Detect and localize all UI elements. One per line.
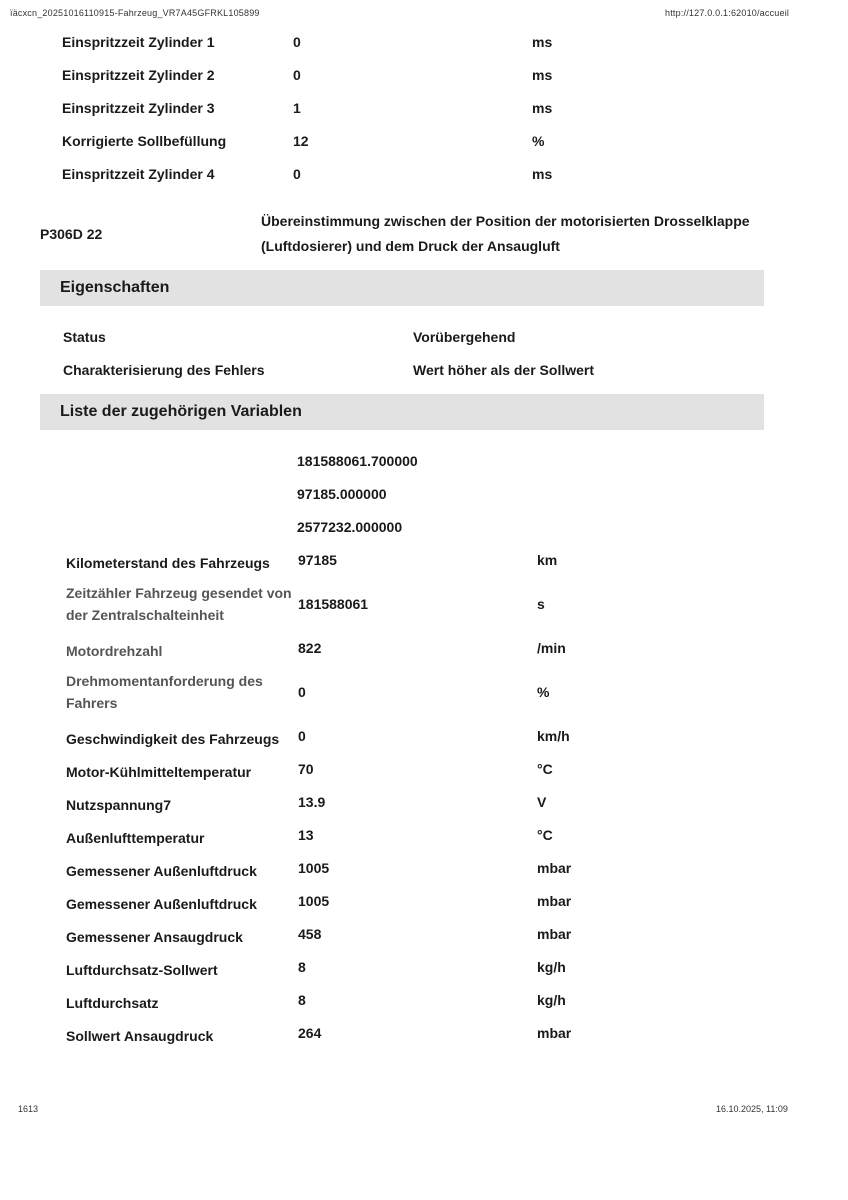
variable-value: 0 [298, 684, 306, 700]
raw-value: 2577232.000000 [297, 519, 403, 535]
param-unit: ms [532, 67, 553, 83]
variable-value: 8 [298, 992, 306, 1008]
variable-value: 1005 [298, 860, 330, 876]
param-value: 0 [293, 67, 301, 83]
variable-name: Gemessener Ansaugdruck [66, 929, 243, 945]
fault-characterization-value: Wert höher als der Sollwert [413, 362, 595, 378]
raw-value: 181588061.700000 [297, 453, 418, 469]
variable-value: 1005 [298, 893, 330, 909]
variable-name: Motor-Kühlmitteltemperatur [66, 764, 252, 780]
variable-unit: km/h [537, 728, 570, 744]
variable-value: 0 [298, 728, 306, 744]
param-name: Einspritzzeit Zylinder 1 [62, 34, 215, 50]
variable-unit: V [537, 794, 547, 810]
param-row [0, 33, 848, 57]
param-value: 1 [293, 100, 301, 116]
variable-unit: °C [537, 761, 553, 777]
variable-name: Motordrehzahl [66, 643, 163, 659]
variable-unit: s [537, 596, 545, 612]
variable-name: Gemessener Außenluftdruck [66, 863, 257, 879]
status-label: Status [63, 329, 106, 345]
variable-value: 13 [298, 827, 314, 843]
print-timestamp: 16.10.2025, 11:09 [716, 1104, 788, 1114]
param-name: Einspritzzeit Zylinder 2 [62, 67, 215, 83]
variable-unit: mbar [537, 893, 572, 909]
variable-unit: mbar [537, 860, 572, 876]
param-name: Korrigierte Sollbefüllung [62, 133, 227, 149]
variable-name: Drehmomentanforderung des Fahrers [66, 673, 263, 711]
variable-value: 181588061 [298, 596, 369, 612]
variable-name: Außenlufttemperatur [66, 830, 205, 846]
variable-unit: kg/h [537, 992, 566, 1008]
variable-name: Nutzspannung7 [66, 797, 171, 813]
param-name: Einspritzzeit Zylinder 3 [62, 100, 215, 116]
section-title: Liste der zugehörigen Variablen [60, 403, 302, 420]
variable-name: Gemessener Außenluftdruck [66, 896, 257, 912]
param-unit: ms [532, 100, 553, 116]
param-unit: ms [532, 166, 553, 182]
variable-value: 264 [298, 1025, 322, 1041]
variable-name: Luftdurchsatz-Sollwert [66, 962, 218, 978]
page-number: 1613 [18, 1104, 39, 1114]
param-row [0, 66, 848, 90]
variable-unit: kg/h [537, 959, 566, 975]
param-row [0, 99, 848, 123]
variable-unit: mbar [537, 1025, 572, 1041]
param-value: 0 [293, 166, 301, 182]
variable-value: 8 [298, 959, 306, 975]
param-name: Einspritzzeit Zylinder 4 [62, 166, 215, 182]
variable-name: Luftdurchsatz [66, 995, 159, 1011]
variable-unit: °C [537, 827, 553, 843]
page-header-url: http://127.0.0.1:62010/accueil [665, 8, 790, 18]
variable-unit: mbar [537, 926, 572, 942]
page-header-title: ïäcxcn_20251016110915-Fahrzeug_VR7A45GFRKL105899 [10, 8, 260, 18]
variable-value: 822 [298, 640, 322, 656]
fault-description: Übereinstimmung zwischen der Position der motorisierten Drosselklappe (Luftdosierer) und dem Druck der Ansaugluft [261, 213, 750, 254]
fault-code: P306D 22 [40, 226, 103, 242]
param-unit: % [532, 133, 545, 149]
variable-unit: km [537, 552, 558, 568]
param-row [0, 165, 848, 189]
variable-name: Kilometerstand des Fahrzeugs [66, 555, 270, 571]
variable-value: 97185 [298, 552, 337, 568]
variable-value: 70 [298, 761, 314, 777]
variable-name: Sollwert Ansaugdruck [66, 1028, 214, 1044]
param-value: 12 [293, 133, 309, 149]
variable-unit: /min [537, 640, 566, 656]
section-title: Eigenschaften [60, 279, 170, 296]
variable-name: Geschwindigkeit des Fahrzeugs [66, 731, 280, 747]
variable-value: 458 [298, 926, 322, 942]
variable-name: Zeitzähler Fahrzeug gesendet von der Zentralschalteinheit [66, 585, 292, 623]
param-unit: ms [532, 34, 553, 50]
param-row [0, 132, 848, 156]
variables-section-header [40, 394, 764, 430]
properties-section-header [40, 270, 764, 306]
status-value: Vorübergehend [413, 329, 516, 345]
raw-value: 97185.000000 [297, 486, 387, 502]
param-value: 0 [293, 34, 301, 50]
variable-value: 13.9 [298, 794, 326, 810]
fault-characterization-label: Charakterisierung des Fehlers [63, 362, 265, 378]
variable-unit: % [537, 684, 550, 700]
